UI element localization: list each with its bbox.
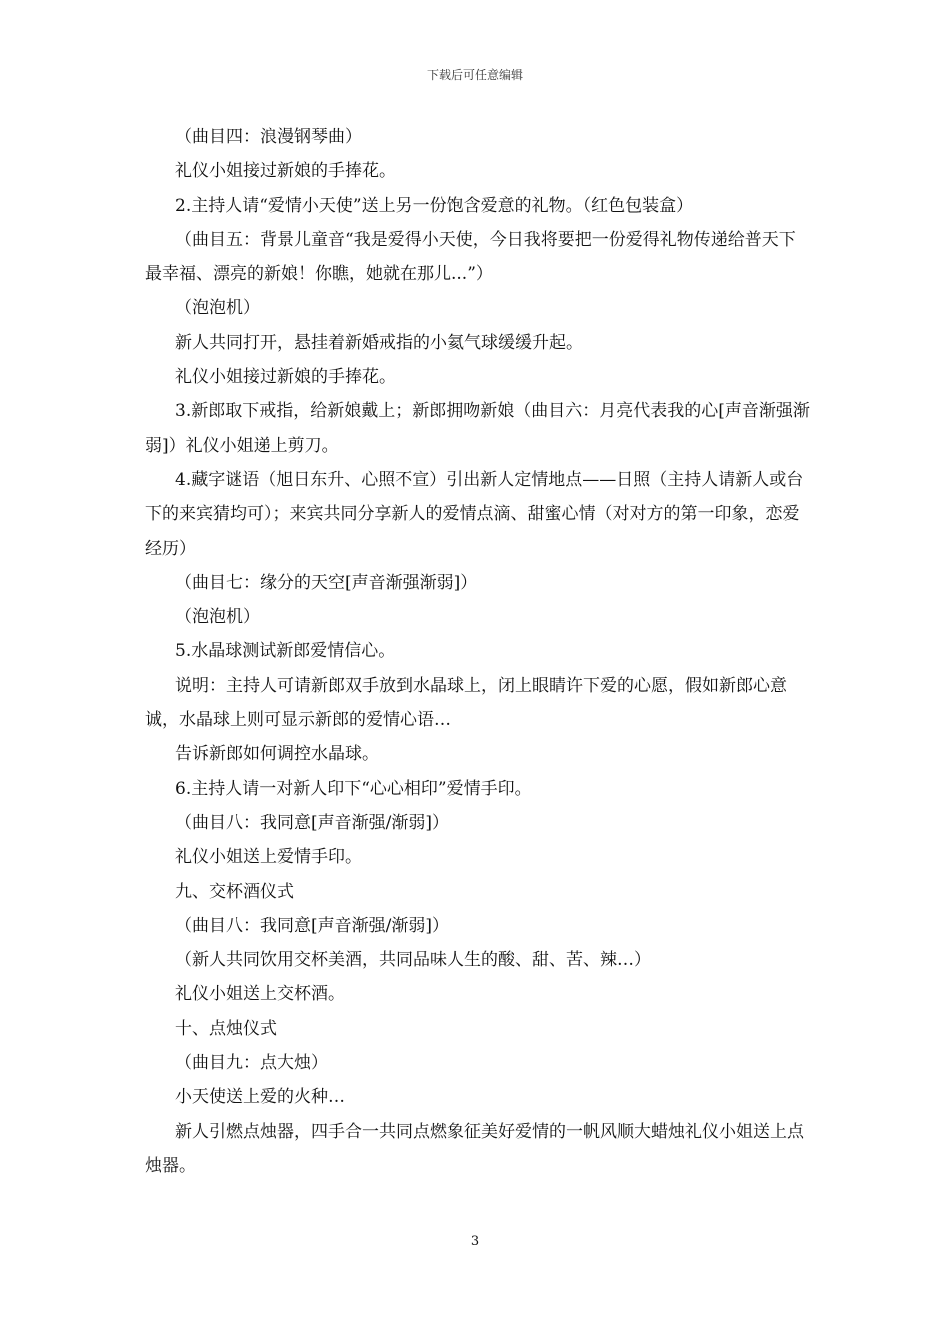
paragraph: 新人共同打开，悬挂着新婚戒指的小氦气球缓缓升起。 bbox=[175, 332, 583, 353]
paragraph: 礼仪小姐送上交杯酒。 bbox=[175, 984, 345, 1005]
section-heading: 九、交杯酒仪式 bbox=[175, 881, 294, 902]
paragraph: 小天使送上爱的火种… bbox=[175, 1087, 345, 1108]
paragraph: （曲目八：我同意[声音渐强/渐弱]） bbox=[175, 812, 449, 833]
paragraph: 6.主持人请一对新人印下“心心相印”爱情手印。 bbox=[175, 778, 532, 799]
paragraph: 新人引燃点烛器，四手合一共同点燃象征美好爱情的一帆风顺大蜡烛礼仪小姐送上点烛器。 bbox=[145, 1121, 804, 1176]
paragraph: 告诉新郎如何调控水晶球。 bbox=[175, 744, 379, 765]
paragraph: 礼仪小姐接过新娘的手捧花。 bbox=[175, 161, 396, 182]
paragraph: （泡泡机） bbox=[175, 607, 260, 628]
paragraph: 4.藏字谜语（旭日东升、心照不宣）引出新人定情地点——日照（主持人请新人或台下的来宾猜均可）；来宾共同分享新人的爱情点滴、甜蜜心情（对对方的第一印象，恋爱经历） bbox=[145, 469, 804, 559]
paragraph: （曲目九：点大烛） bbox=[175, 1053, 328, 1074]
paragraph: （曲目四：浪漫钢琴曲） bbox=[175, 127, 362, 147]
document-body bbox=[145, 120, 810, 1183]
paragraph: 5.水晶球测试新郎爱情信心。 bbox=[175, 641, 396, 662]
paragraph: 说明：主持人可请新郎双手放到水晶球上，闭上眼睛许下爱的心愿，假如新郎心意诚，水晶球上则可显示新郎的爱情心语… bbox=[145, 675, 787, 731]
paragraph: 礼仪小姐送上爱情手印。 bbox=[175, 847, 362, 868]
paragraph: （泡泡机） bbox=[175, 298, 260, 319]
paragraph: 2.主持人请“爱情小天使”送上另一份饱含爱意的礼物。（红色包装盒） bbox=[175, 195, 694, 216]
paragraph: 礼仪小姐接过新娘的手捧花。 bbox=[175, 367, 396, 388]
paragraph: （曲目五：背景儿童音“我是爱得小天使，今日我将要把一份爱得礼物传递给普天下最幸福、漂亮的新娘！你瞧，她就在那儿...”） bbox=[145, 229, 796, 285]
page-number: 3 bbox=[470, 1234, 480, 1249]
section-heading: 十、点烛仪式 bbox=[175, 1018, 277, 1039]
paragraph: （曲目八：我同意[声音渐强/渐弱]） bbox=[175, 915, 449, 936]
paragraph: 3.新郎取下戒指，给新娘戴上；新郎拥吻新娘（曲目六：月亮代表我的心[声音渐强渐弱]）礼仪小姐递上剪刀。 bbox=[145, 401, 810, 456]
paragraph: （曲目七：缘分的天空[声音渐强渐弱]） bbox=[175, 572, 478, 593]
page-header: 下载后可任意编辑 bbox=[426, 68, 523, 82]
paragraph: （新人共同饮用交杯美酒，共同品味人生的酸、甜、苦、辣…） bbox=[175, 950, 651, 971]
